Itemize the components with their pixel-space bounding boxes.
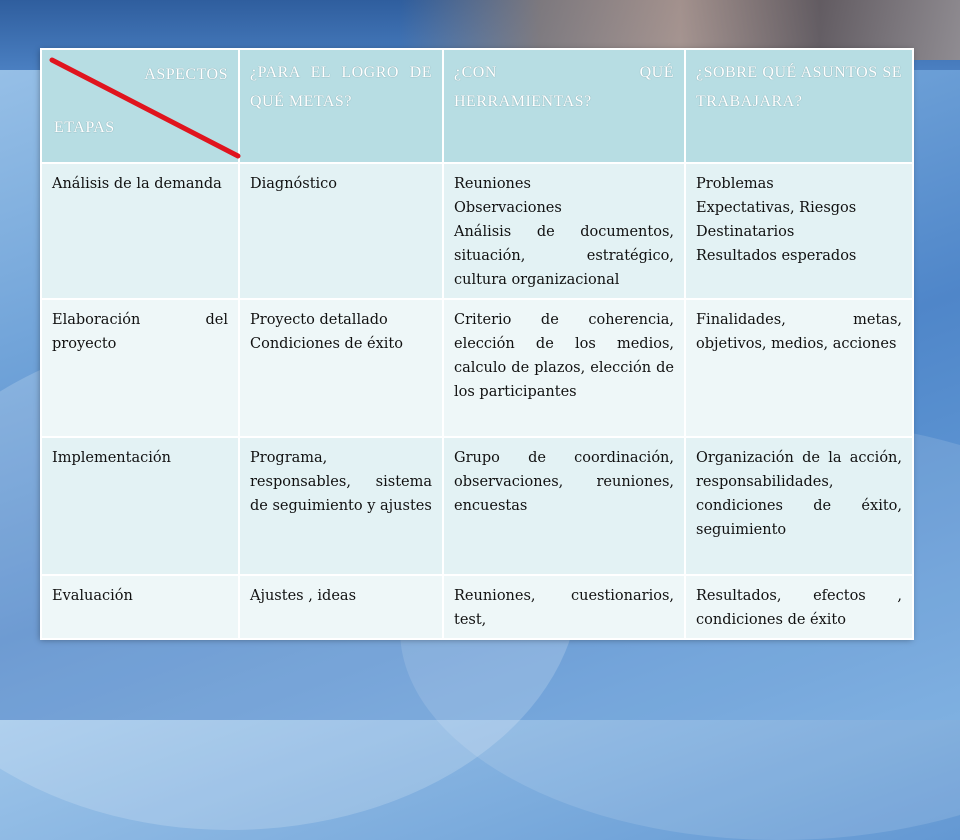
- table-header-row: [41, 49, 913, 163]
- cell-herramientas: [443, 163, 685, 299]
- cell-etapa: Implementación: [41, 437, 239, 575]
- cell-asuntos: [685, 163, 913, 299]
- cell-line: Destinatarios: [696, 224, 795, 240]
- cell-line: Organización de la acción, responsabilidades, condiciones de éxito, seguimiento: [696, 450, 902, 538]
- cell-line: Criterio de coherencia, elección de los medios, calculo de plazos, elección de los participantes: [454, 312, 674, 400]
- cell-line: Ajustes , ideas: [250, 588, 357, 604]
- cell-line: Condiciones de éxito: [250, 336, 403, 352]
- cell-line: Diagnóstico: [250, 176, 338, 192]
- cell-line: Análisis de documentos, situación, estratégico, cultura organizacional: [454, 224, 674, 288]
- cell-line: Resultados, efectos , condiciones de éxito: [696, 588, 902, 628]
- table-row: [41, 575, 913, 639]
- cell-line: Reuniones: [454, 176, 531, 192]
- corner-label-etapas: ETAPAS: [54, 119, 115, 136]
- cell-asuntos: [685, 575, 913, 639]
- header-metas: ¿PARA EL LOGRO DE QUÉ METAS?: [239, 49, 443, 163]
- cell-line: Finalidades, metas, objetivos, medios, acciones: [696, 312, 902, 352]
- header-herramientas: ¿CON QUÉ HERRAMIENTAS?: [443, 49, 685, 163]
- cell-line: Expectativas, Riesgos: [696, 200, 857, 216]
- corner-label-aspectos: ASPECTOS: [144, 66, 228, 83]
- cell-metas: [239, 575, 443, 639]
- cell-herramientas: [443, 575, 685, 639]
- cell-metas: [239, 299, 443, 437]
- cell-asuntos: [685, 437, 913, 575]
- cell-etapa: Elaboración del proyecto: [41, 299, 239, 437]
- cell-metas: [239, 163, 443, 299]
- slide-table-container: [40, 48, 912, 638]
- stages-table: [40, 48, 914, 640]
- cell-line: Resultados esperados: [696, 248, 857, 264]
- table-row: [41, 437, 913, 575]
- cell-line: Proyecto detallado: [250, 312, 388, 328]
- cell-herramientas: [443, 299, 685, 437]
- cell-line: Problemas: [696, 176, 774, 192]
- table-row: [41, 163, 913, 299]
- cell-line: Grupo de coordinación, observaciones, reuniones, encuestas: [454, 450, 674, 514]
- corner-header-cell: [41, 49, 239, 163]
- cell-asuntos: [685, 299, 913, 437]
- header-asuntos: ¿SOBRE QUÉ ASUNTOS SE TRABAJARA?: [685, 49, 913, 163]
- cell-metas: [239, 437, 443, 575]
- cell-herramientas: [443, 437, 685, 575]
- cell-etapa: Análisis de la demanda: [41, 163, 239, 299]
- cell-etapa: Evaluación: [41, 575, 239, 639]
- table-row: [41, 299, 913, 437]
- cell-line: Programa, responsables, sistema de seguimiento y ajustes: [250, 450, 432, 514]
- cell-line: Reuniones, cuestionarios, test,: [454, 588, 674, 628]
- cell-line: Observaciones: [454, 200, 562, 216]
